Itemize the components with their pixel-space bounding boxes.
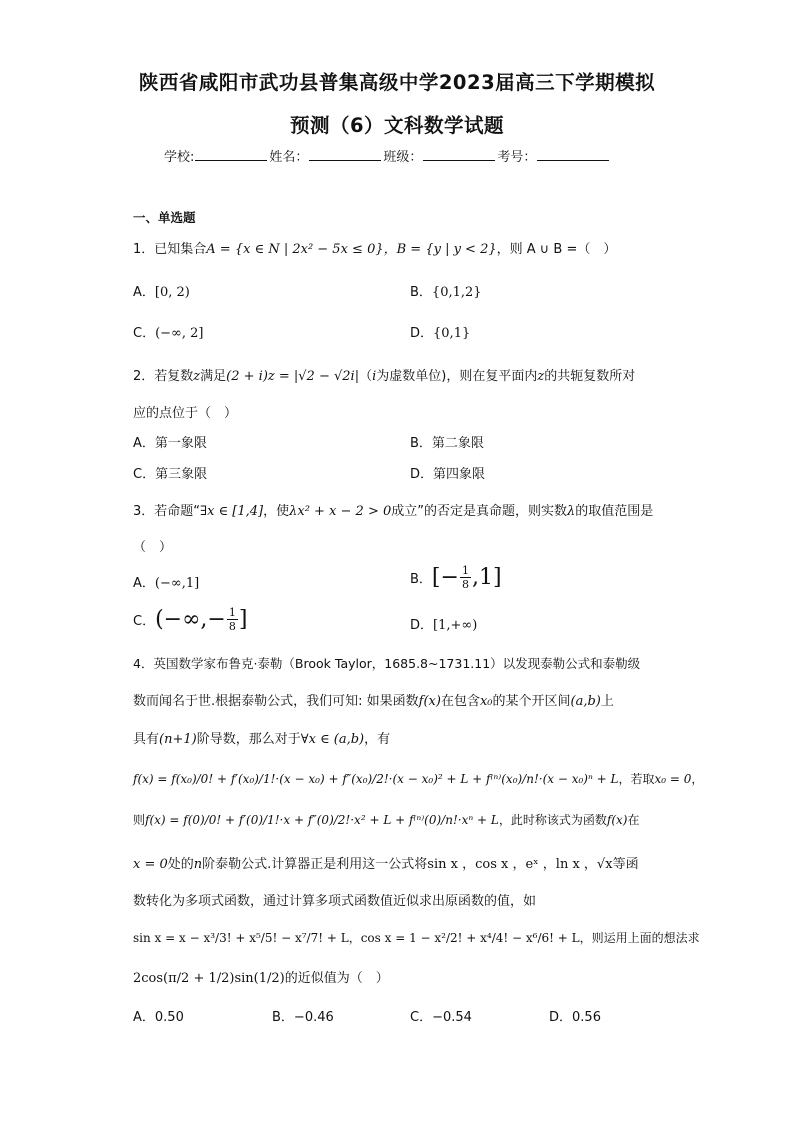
q4-option-a: A．0.50 [133,1010,184,1025]
question-4-line1: 4．英国数学家布鲁克·泰勒（Brook Taylor，1685.8~1731.11）以发现泰勒公式和泰勒级 [133,656,641,671]
student-info-row [164,146,611,165]
question-2-stem-line2: 应的点位于（ ） [133,406,238,421]
number-label: 考号： [497,150,537,165]
taylor-formula-maclaurin: 则f(x) = f(0)/0! + f′(0)/1!·x + f″(0)/2!·x² + L + f⁽ⁿ⁾(0)/n!·xⁿ + L，此时称该式为函数f(x)在 [133,813,640,827]
q1-set-b: ，B = {y | y < 2} [383,242,497,257]
q2-option-c: C．第三象限 [133,467,208,482]
q2-option-d: D．第四象限 [410,467,486,482]
q1-suffix: ，则 A ∪ B =（ ） [496,242,617,257]
taylor-formula-general: f(x) = f(x₀)/0! + f′(x₀)/1!·(x − x₀) + f″(x₀)/2!·(x − x₀)² + L + f⁽ⁿ⁾(x₀)/n!·(x − x₀)ⁿ + L，若取x₀ = 0， [133,772,704,786]
q4-option-d: D．0.56 [549,1010,601,1025]
section-heading: 一、单选题 [133,210,196,225]
name-label: 姓名： [269,150,309,165]
question-4-line3: 具有(n+1)阶导数，那么对于∀x ∈ (a,b)，有 [133,732,391,747]
q1-option-a: A．[0, 2) [133,285,190,300]
q3-option-d: D．[1,+∞) [410,618,478,633]
exam-title-line1: 陕西省咸阳市武功县普集高级中学2023届高三下学期模拟 [138,71,656,94]
question-4-target: 2cos(π/2 + 1/2)sin(1/2)的近似值为（ ） [133,971,389,986]
q4-option-b: B．−0.46 [272,1010,334,1025]
question-1-stem [133,238,616,257]
q2-option-b: B．第二象限 [410,436,484,451]
series-examples: sin x = x − x³/3! + x⁵/5! − x⁷/7! + L，cos x = 1 − x²/2! + x⁴/4! − x⁶/6! + L，则运用上面的想法求 [133,931,700,945]
question-4-line6: x = 0处的n阶泰勒公式.计算器正是利用这一公式将sin x ，cos x ，eˣ ，ln x ，√x等函 [133,857,639,872]
school-blank [195,148,267,161]
q3-option-a: A．(−∞,1] [133,576,200,591]
exam-title-line2: 预测（6）文科数学试题 [289,114,505,137]
q2-option-a: A．第一象限 [133,436,207,451]
question-3-stem-line2: （ ） [133,540,173,555]
question-4-line7: 数转化为多项式函数，通过计算多项式函数值近似求出原函数的值，如 [133,894,537,909]
q1-prefix: 1．已知集合 [133,242,207,257]
q1-set-a: A = {x ∈ N | 2x² − 5x ≤ 0} [206,242,384,257]
question-3-stem: 3．若命题“∃x ∈ [1,4]，使λx² + x − 2 > 0成立”的否定是真命题，则实数λ的取值范围是 [133,504,654,519]
name-blank [309,148,381,161]
q3-option-c: C．(−∞,− $\frac{1}{8}$ ] [133,606,248,633]
q2-expression: (2 + i)z = |√2 − √2i| [226,369,360,384]
q1-option-c: C．(−∞, 2] [133,326,204,341]
school-label: 学校: [164,150,195,165]
q1-option-b: B．{0,1,2} [410,285,482,300]
q3-option-b: B．[− $\frac{1}{8}$ ,1] [410,564,502,591]
q1-option-d: D．{0,1} [410,326,471,341]
class-blank [423,148,495,161]
q4-option-c: C．−0.54 [410,1010,472,1025]
question-2-stem: 2．若复数z满足(2 + i)z = |√2 − √2i|（i为虚数单位)，则在复平面内z的共轭复数所对 [133,369,636,384]
question-4-line2: 数而闻名于世.根据泰勒公式，我们可知: 如果函数f(x)在包含x₀的某个开区间(a,b)上 [133,694,614,709]
class-label: 班级： [383,150,423,165]
number-blank [537,148,609,161]
